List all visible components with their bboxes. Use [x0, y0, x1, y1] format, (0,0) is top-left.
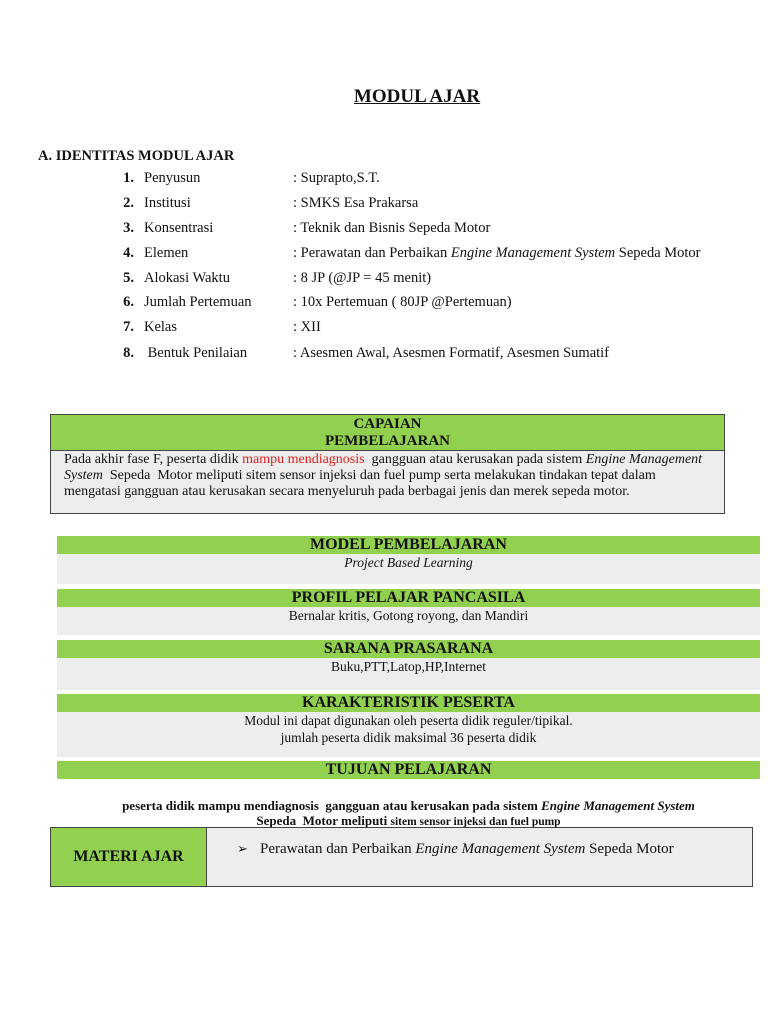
identity-row-bentuk-penilaian	[0, 345, 768, 367]
model-pembelajaran-text: Project Based Learning	[344, 555, 473, 570]
item-number: 7.	[123, 319, 134, 335]
identity-row-institusi	[0, 195, 768, 217]
karakteristik-line2: jumlah peserta didik maksimal 36 peserta didik	[280, 730, 537, 745]
materi-text-post: Sepeda Motor	[585, 841, 674, 857]
identity-row-alokasi-waktu	[0, 270, 768, 292]
item-value: : SMKS Esa Prakarsa	[293, 195, 419, 211]
item-value: : 8 JP (@JP = 45 menit)	[293, 270, 432, 286]
capaian-pembelajaran-box	[50, 414, 725, 514]
section-a-heading: A. IDENTITAS MODUL AJAR	[38, 148, 235, 164]
tujuan-pelajaran-heading: TUJUAN PELAJARAN	[57, 761, 760, 779]
identity-row-jumlah-pertemuan	[0, 294, 768, 316]
item-value: : Asesmen Awal, Asesmen Formatif, Asesmen Sumatif	[293, 345, 610, 361]
identity-row-konsentrasi	[0, 220, 768, 242]
tujuan-text-em: Engine Management System	[541, 798, 695, 813]
karakteristik-peserta-heading: KARAKTERISTIK PESERTA	[57, 694, 760, 712]
materi-text-em: Engine Management System	[415, 841, 586, 857]
item-label: Penyusun	[144, 170, 201, 186]
item-number: 6.	[123, 294, 134, 310]
capaian-text-em: Engine Management System	[64, 452, 703, 483]
capaian-title-line1: CAPAIAN	[353, 416, 422, 432]
tujuan-text-pre: peserta didik mampu mendiagnosis gangguan atau kerusakan pada sistem	[122, 798, 542, 813]
tujuan-text-small: sitem sensor injeksi dan fuel pump	[390, 816, 561, 828]
model-pembelajaran-body	[57, 554, 760, 584]
document-title: MODUL AJAR	[353, 86, 481, 107]
item-value	[293, 245, 701, 262]
materi-text-pre: Perawatan dan Perbaikan	[260, 841, 416, 857]
sarana-prasarana-body	[57, 658, 760, 690]
item-label: Alokasi Waktu	[144, 270, 230, 286]
tujuan-pelajaran-text	[57, 798, 760, 830]
capaian-title-line2: PEMBELAJARAN	[324, 433, 450, 449]
capaian-header	[51, 415, 724, 451]
arrow-bullet-icon: ➢	[237, 841, 248, 856]
item-label: Elemen	[144, 245, 189, 261]
capaian-text-mid: gangguan atau kerusakan pada sistem	[364, 452, 586, 467]
item-label: Institusi	[144, 195, 191, 211]
profil-pelajar-body	[57, 607, 760, 635]
item-label: Kelas	[144, 319, 178, 335]
item-number: 3.	[123, 220, 134, 236]
item-value: : 10x Pertemuan ( 80JP @Pertemuan)	[293, 294, 512, 310]
item-label: Jumlah Pertemuan	[144, 294, 252, 310]
materi-ajar-table	[50, 827, 753, 887]
item-value-post: Sepeda Motor	[615, 245, 701, 261]
item-value: : Teknik dan Bisnis Sepeda Motor	[293, 220, 491, 236]
materi-ajar-content	[207, 828, 752, 886]
item-value: : Suprapto,S.T.	[293, 170, 380, 186]
capaian-text-pre: Pada akhir fase F, peserta didik	[64, 452, 243, 467]
item-number: 2.	[123, 195, 134, 211]
item-value-pre: : Perawatan dan Perbaikan	[293, 245, 451, 261]
capaian-text	[51, 451, 724, 500]
sarana-prasarana-text: Buku,PTT,Latop,HP,Internet	[331, 659, 486, 674]
karakteristik-line1: Modul ini dapat digunakan oleh peserta didik reguler/tipikal.	[244, 713, 573, 728]
capaian-text-highlight: mampu mendiagnosis	[242, 452, 365, 467]
identity-row-penyusun	[0, 170, 768, 192]
item-number: 5.	[123, 270, 134, 286]
profil-pelajar-heading: PROFIL PELAJAR PANCASILA	[57, 589, 760, 607]
profil-pelajar-text: Bernalar kritis, Gotong royong, dan Mandiri	[288, 608, 529, 623]
capaian-text-post: Sepeda Motor meliputi sitem sensor injeksi dan fuel pump serta melakukan tindakan tepat dalam mengatasi gangguan atau kerusakan secara menyeluruh pada berbagai jenis dan merek sepeda motor.	[64, 468, 660, 499]
identity-row-kelas	[0, 319, 768, 341]
materi-ajar-label: MATERI AJAR	[51, 828, 207, 886]
model-pembelajaran-heading: MODEL PEMBELAJARAN	[57, 536, 760, 554]
item-number: 8.	[123, 345, 134, 361]
tujuan-text-line2: Sepeda Motor meliputi	[256, 813, 391, 828]
item-label: Konsentrasi	[144, 220, 214, 236]
identity-row-elemen	[0, 245, 768, 267]
item-value: : XII	[293, 319, 321, 335]
sarana-prasarana-heading: SARANA PRASARANA	[57, 640, 760, 658]
item-value-em: Engine Management System	[450, 245, 616, 261]
item-label: Bentuk Penilaian	[144, 345, 248, 361]
item-number: 4.	[123, 245, 134, 261]
materi-ajar-text	[260, 841, 730, 858]
item-number: 1.	[123, 170, 134, 186]
karakteristik-peserta-body	[57, 712, 760, 757]
